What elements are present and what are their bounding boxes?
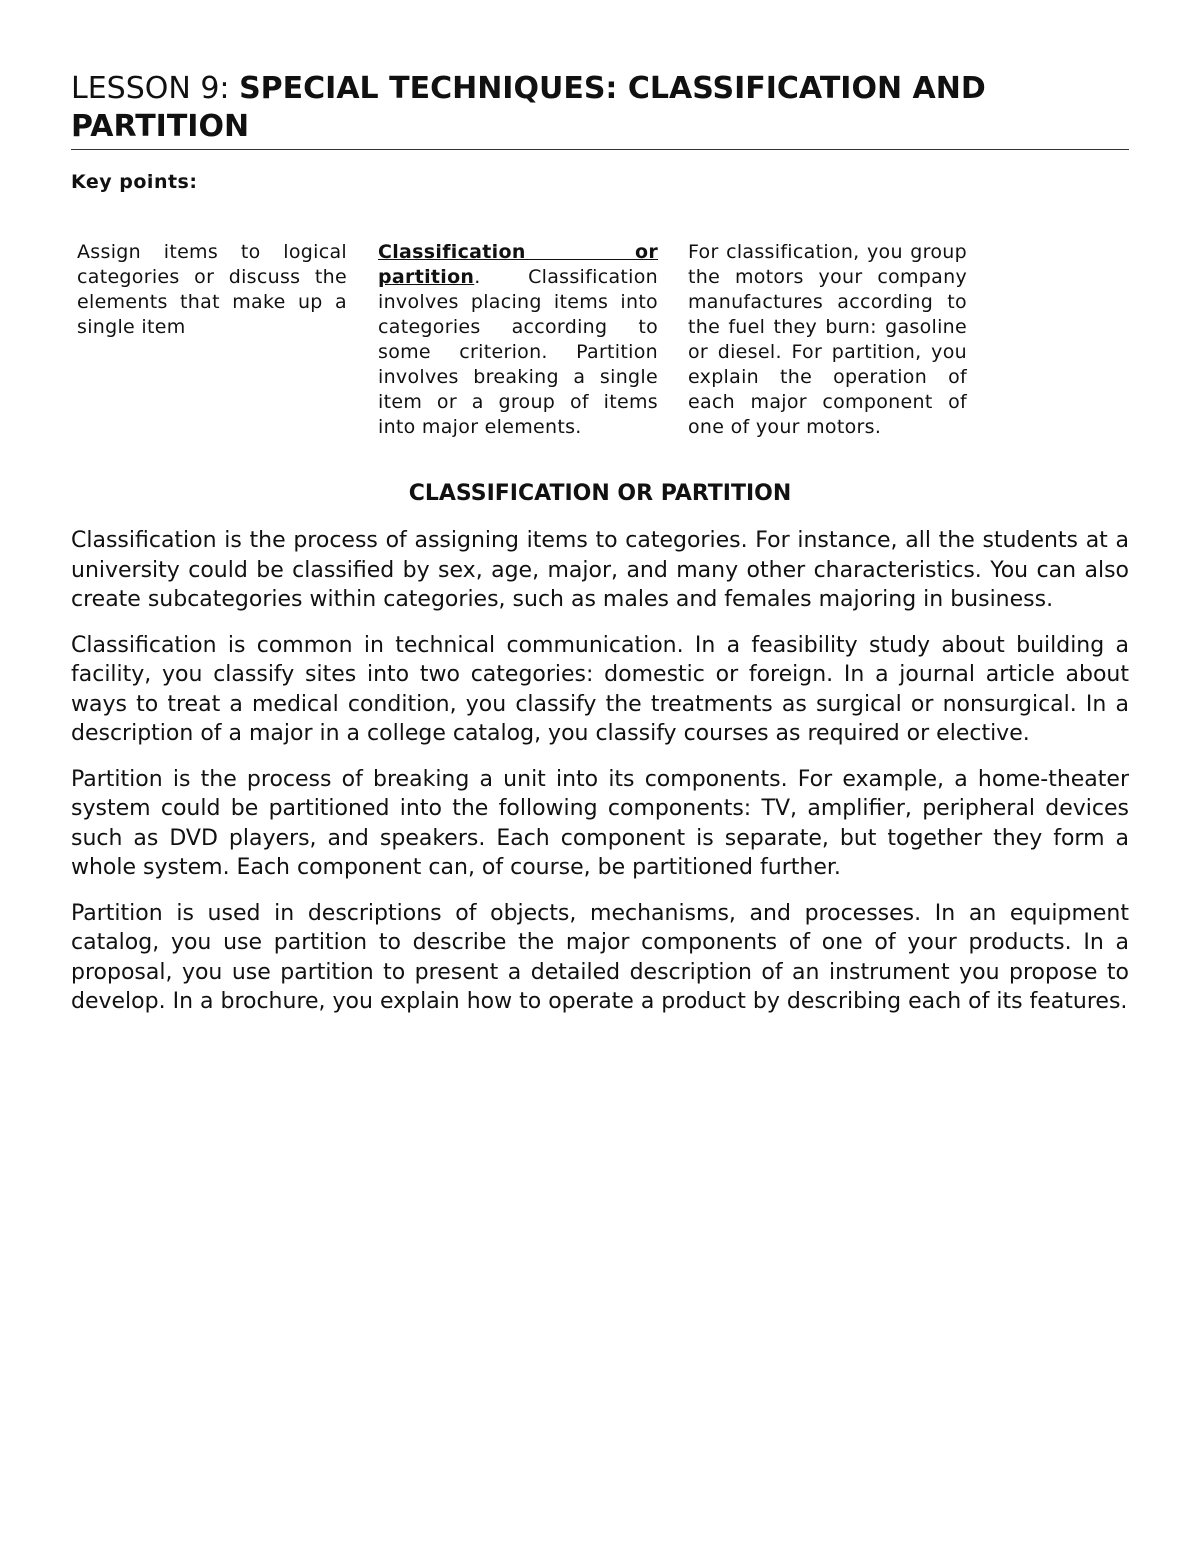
key-points-label: Key points: [71, 171, 198, 193]
lesson-topic: SPECIAL TECHNIQUES: CLASSIFICATION AND PARTITION [71, 71, 986, 144]
key-points-table [77, 240, 1129, 440]
key-point-column-2 [378, 240, 658, 440]
body-paragraph-2: Classification is common in technical communication. In a feasibility study about building a facility, you classify sites into two categories: domestic or foreign. In a journal article about ways to treat a medical condition, you classify the treatments as surgical or nonsurgical. In a description of a major in a college catalog, you classify courses as required or elective. [71, 632, 1129, 746]
body-paragraph-3: Partition is the process of breaking a unit into its components. For example, a home-theater system could be partitioned into the following components: TV, amplifier, peripheral devices such as DVD players, and speakers. Each component is separate, but together they form a whole system. Each component can, of course, be partitioned further. [71, 766, 1129, 880]
key-point-term: Classification or partition [378, 241, 658, 288]
document-page [71, 70, 1129, 1017]
key-point-column-1: Assign items to logical categories or discuss the elements that make up a single item [77, 241, 347, 338]
key-point-column-3: For classification, you group the motors your company manufactures according to the fuel they burn: gasoline or diesel. For partition, you explain the operation of each major component of one of your motors. [688, 241, 967, 438]
body-paragraph-4: Partition is used in descriptions of objects, mechanisms, and processes. In an equipment catalog, you use partition to describe the major components of one of your products. In a proposal, you use partition to present a detailed description of an instrument you propose to develop. In a brochure, you explain how to operate a product by describing each of its features. [71, 900, 1129, 1014]
section-heading: CLASSIFICATION OR PARTITION [408, 481, 792, 506]
lesson-title [71, 70, 1129, 150]
lesson-label: LESSON 9: [71, 71, 240, 106]
body-paragraph-1: Classification is the process of assigning items to categories. For instance, all the students at a university could be classified by sex, age, major, and many other characteristics. You can also create subcategories within categories, such as males and females majoring in business. [71, 528, 1129, 612]
key-point-definition: . Classification involves placing items into categories according to some criterion. Partition involves breaking a single item or a group of items into major elements. [378, 266, 658, 438]
